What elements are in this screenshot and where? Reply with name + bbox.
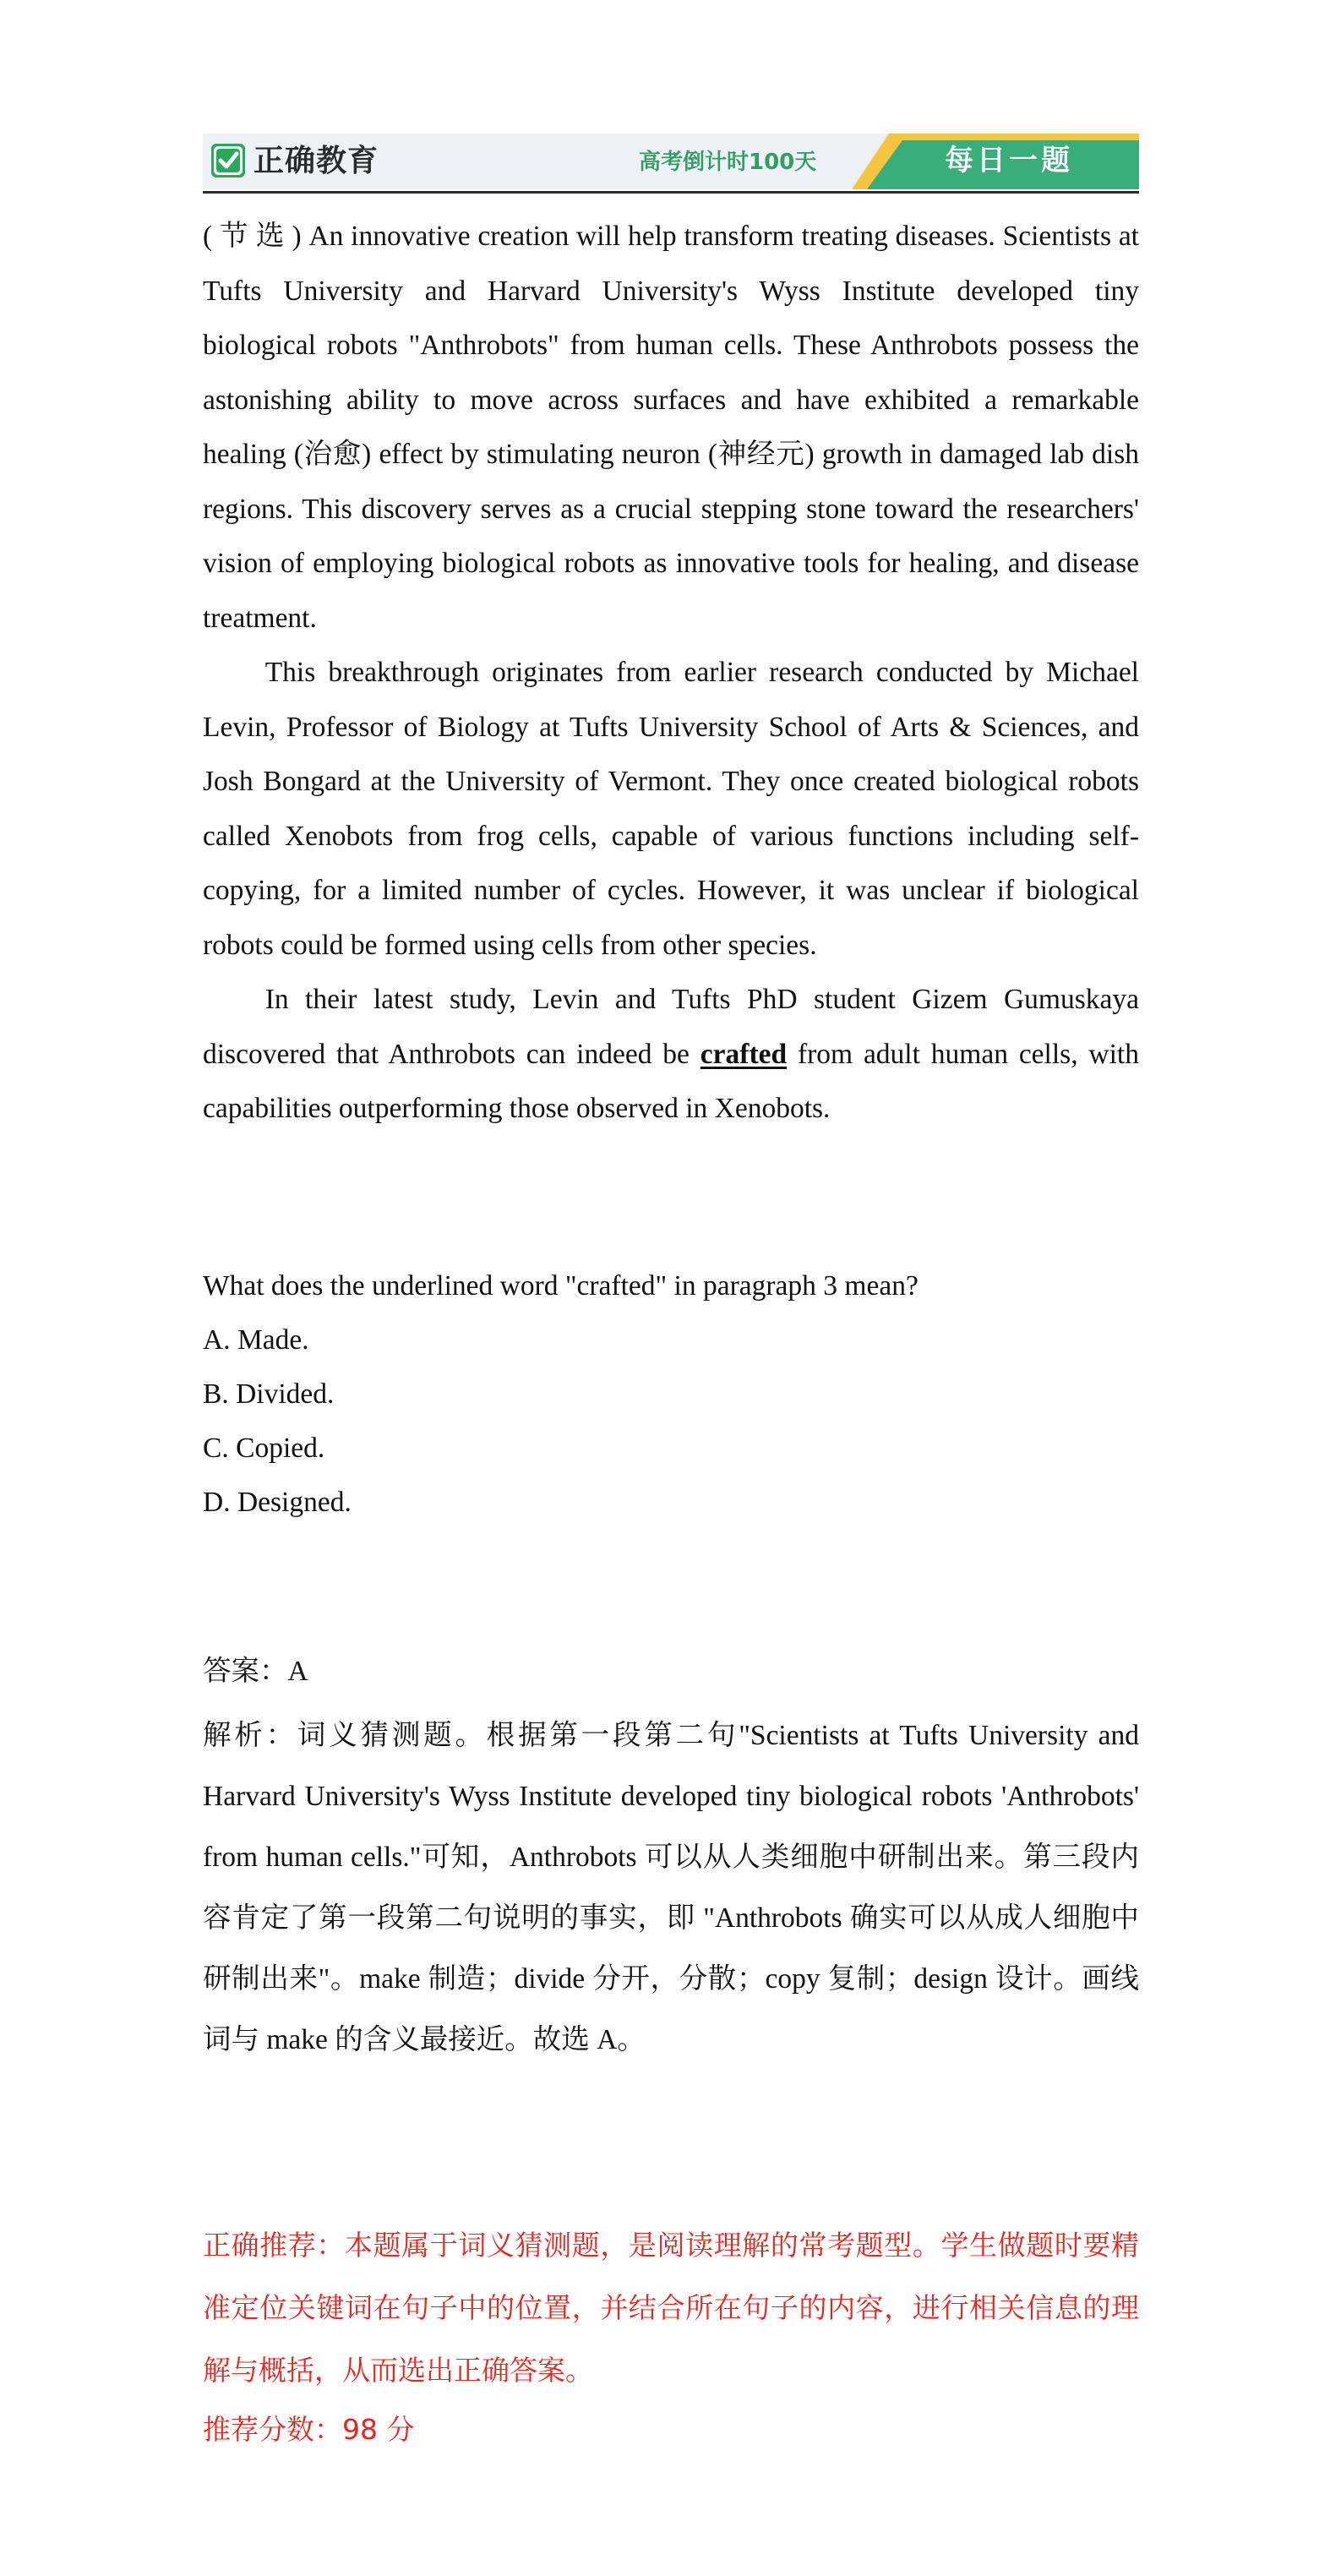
option-b: B. Divided. (203, 1378, 335, 1410)
paragraph-3-text-before: In their latest study, Levin and Tufts PhD student Gizem Gumuskaya discovered that Anthrobots can indeed be (203, 984, 1139, 1070)
passage-paragraph-1: ( 节 选 ) An innovative creation will help transform treating diseases. Scientists at Tufts University and Harvard University's Wyss Institute developed tiny biological robots "Anthrobots" from human cells. These Anthrobots possess the astonishing ability to move across surfaces and have exhibited a remarkable healing (治愈) effect by stimulating neuron (神经元) growth in damaged lab dish regions. This discovery serves as a crucial stepping stone toward the researchers' vision of employing biological robots as innovative tools for healing, and disease treatment. (203, 221, 1139, 634)
analysis-block (203, 1706, 1139, 2071)
answer-line: 答案：A (203, 1656, 308, 1687)
passage-paragraph-2: This breakthrough originates from earlier research conducted by Michael Levin, Professor of Biology at Tufts University School of Arts & Sciences, and Josh Bongard at the University of Vermont. They once created biological robots called Xenobots from frog cells, capable of various functions including self-copying, for a limited number of cycles. However, it was unclear if biological robots could be formed using cells from other species. (203, 657, 1139, 961)
recommendation-text: 正确推荐：本题属于词义猜测题，是阅读理解的常考题型。学生做题时要精准定位关键词在句子中的位置，并结合所在句子的内容，进行相关信息的理解与概括，从而选出正确答案。 (203, 2229, 1139, 2387)
checkmark-icon (211, 144, 245, 177)
option-d: D. Designed. (203, 1487, 352, 1518)
option-a: A. Made. (203, 1324, 309, 1356)
question-stem: What does the underlined word "crafted" in paragraph 3 mean? (203, 1270, 919, 1302)
passage-paragraph-3 (203, 973, 1139, 1137)
reading-passage (203, 210, 1139, 1137)
recommend-score: 推荐分数：98 分 (203, 2413, 415, 2446)
option-c: C. Copied. (203, 1433, 325, 1464)
daily-question-tag: 每日一题 (945, 144, 1073, 177)
analysis-text: 解析：词义猜测题。根据第一段第二句"Scientists at Tufts University and Harvard University's Wyss Institute developed tiny biological robots 'Anthrobots' from human cells."可知，Anthrobots 可以从人类细胞中研制出来。第三段内容肯定了第一段第二句说明的事实，即 "Anthrobots 确实可以从成人细胞中研制出来"。make 制造；divide 分开，分散；copy 复制；design 设计。画线词与 make 的含义最接近。故选 A。 (203, 1720, 1139, 2055)
header-divider (203, 191, 1139, 194)
paragraph-3-text-after: from adult human cells, with capabilities outperforming those observed in Xenobots. (203, 1038, 1139, 1124)
logo-text: 正确教育 (253, 144, 379, 178)
question-block (203, 1259, 1139, 1530)
countdown-text: 高考倒计时100天 (639, 150, 817, 175)
underlined-word: crafted (700, 1038, 788, 1070)
header-banner (203, 134, 1139, 189)
